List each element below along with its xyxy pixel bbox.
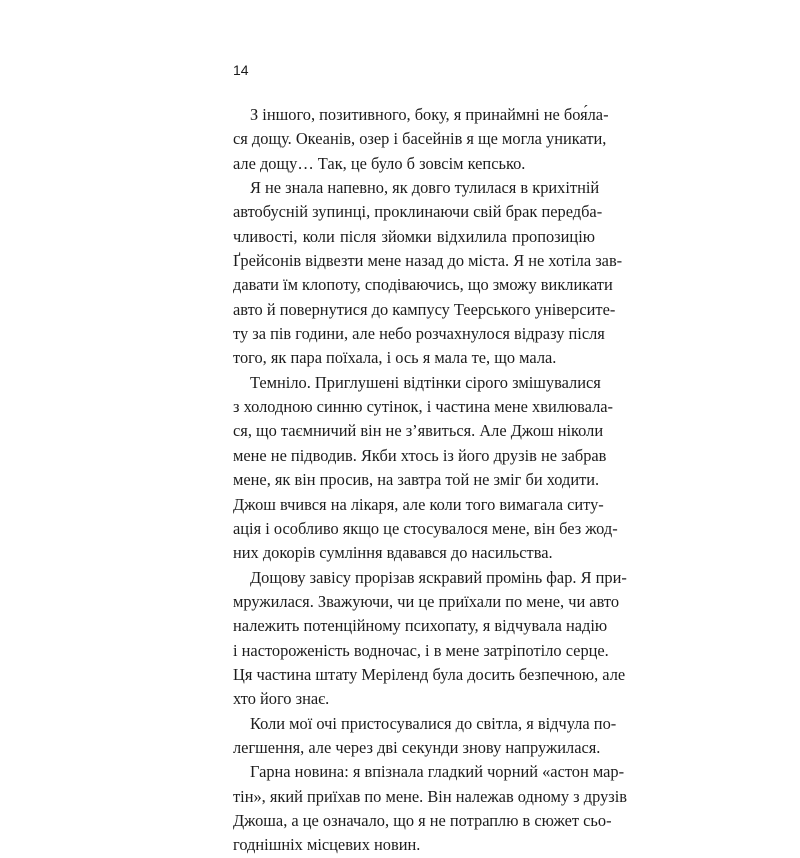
text-line: авто й повернутися до кампусу Теерського університе-: [233, 299, 616, 319]
text-line: Джош вчився на лікаря, але коли того вимагала ситу-: [233, 494, 604, 514]
text-line: того, як пара поїхала, і ось я мала те, що мала.: [233, 348, 557, 368]
text-line: давати їм клопоту, сподіваючись, що зможу викликати: [233, 275, 613, 295]
text-line: і настороженість водночас, і в мене затріпотіло серце.: [233, 640, 609, 660]
text-line: мружилася. Зважуючи, чи це приїхали по мене, чи авто: [233, 591, 620, 611]
body-text: [233, 103, 628, 858]
text-line: з холодною синню сутінок, і частина мене хвилювала-: [233, 397, 614, 417]
text-line: Дощову завісу прорізав яскравий промінь фар. Я при-: [250, 567, 627, 587]
text-line: Ґрейсонів відвезти мене назад до міста. Я не хотіла зав-: [233, 251, 623, 271]
text-line: хто його знає.: [233, 689, 330, 709]
text-line: чливості, коли після зйомки відхилила пропозицію: [233, 226, 595, 246]
text-line: ся дощу. Океанів, озер і басейнів я ще могла уникати,: [233, 129, 607, 149]
text-line: Я не знала напевно, як довго тулилася в крихітній: [250, 178, 600, 198]
text-line: ту за пів години, але небо розчахнулося відразу після: [233, 324, 605, 344]
text-line: тін», який приїхав по мене. Він належав одному з друзів: [233, 786, 628, 806]
text-line: З іншого, позитивного, боку, я принаймні не боя́ла-: [250, 105, 609, 124]
text-line: Темніло. Приглушені відтінки сірого змішувалися: [250, 372, 601, 392]
page-number: 14: [233, 62, 249, 78]
text-line: ся, що таємничий він не з’явиться. Але Джош ніколи: [233, 421, 604, 441]
text-line: Ця частина штату Меріленд була досить безпечною, але: [233, 664, 626, 684]
text-line: мене, як він просив, на завтра той не зміг би ходити.: [233, 470, 600, 490]
text-line: Коли мої очі пристосувалися до світла, я відчула по-: [250, 713, 617, 733]
text-line: Гарна новина: я впізнала гладкий чорний «астон мар-: [250, 762, 625, 782]
text-line: них докорів сумління вдавався до насильства.: [233, 543, 553, 563]
text-line: Джоша, а це означало, що я не потраплю в сюжет сьо-: [233, 810, 612, 830]
text-line: автобусній зупинці, проклинаючи свій брак передба-: [233, 202, 603, 222]
text-line: ація і особливо якщо це стосувалося мене, він без жод-: [233, 518, 618, 538]
text-line: але дощу… Так, це було б зовсім кепсько.: [233, 153, 526, 173]
text-line: мене не підводив. Якби хтось із його друзів не забрав: [233, 445, 607, 465]
text-line: належить потенційному психопату, я відчувала надію: [233, 616, 608, 636]
text-line: годнішніх місцевих новин.: [233, 835, 421, 855]
text-line: легшення, але через дві секунди знову напружилася.: [233, 737, 601, 757]
